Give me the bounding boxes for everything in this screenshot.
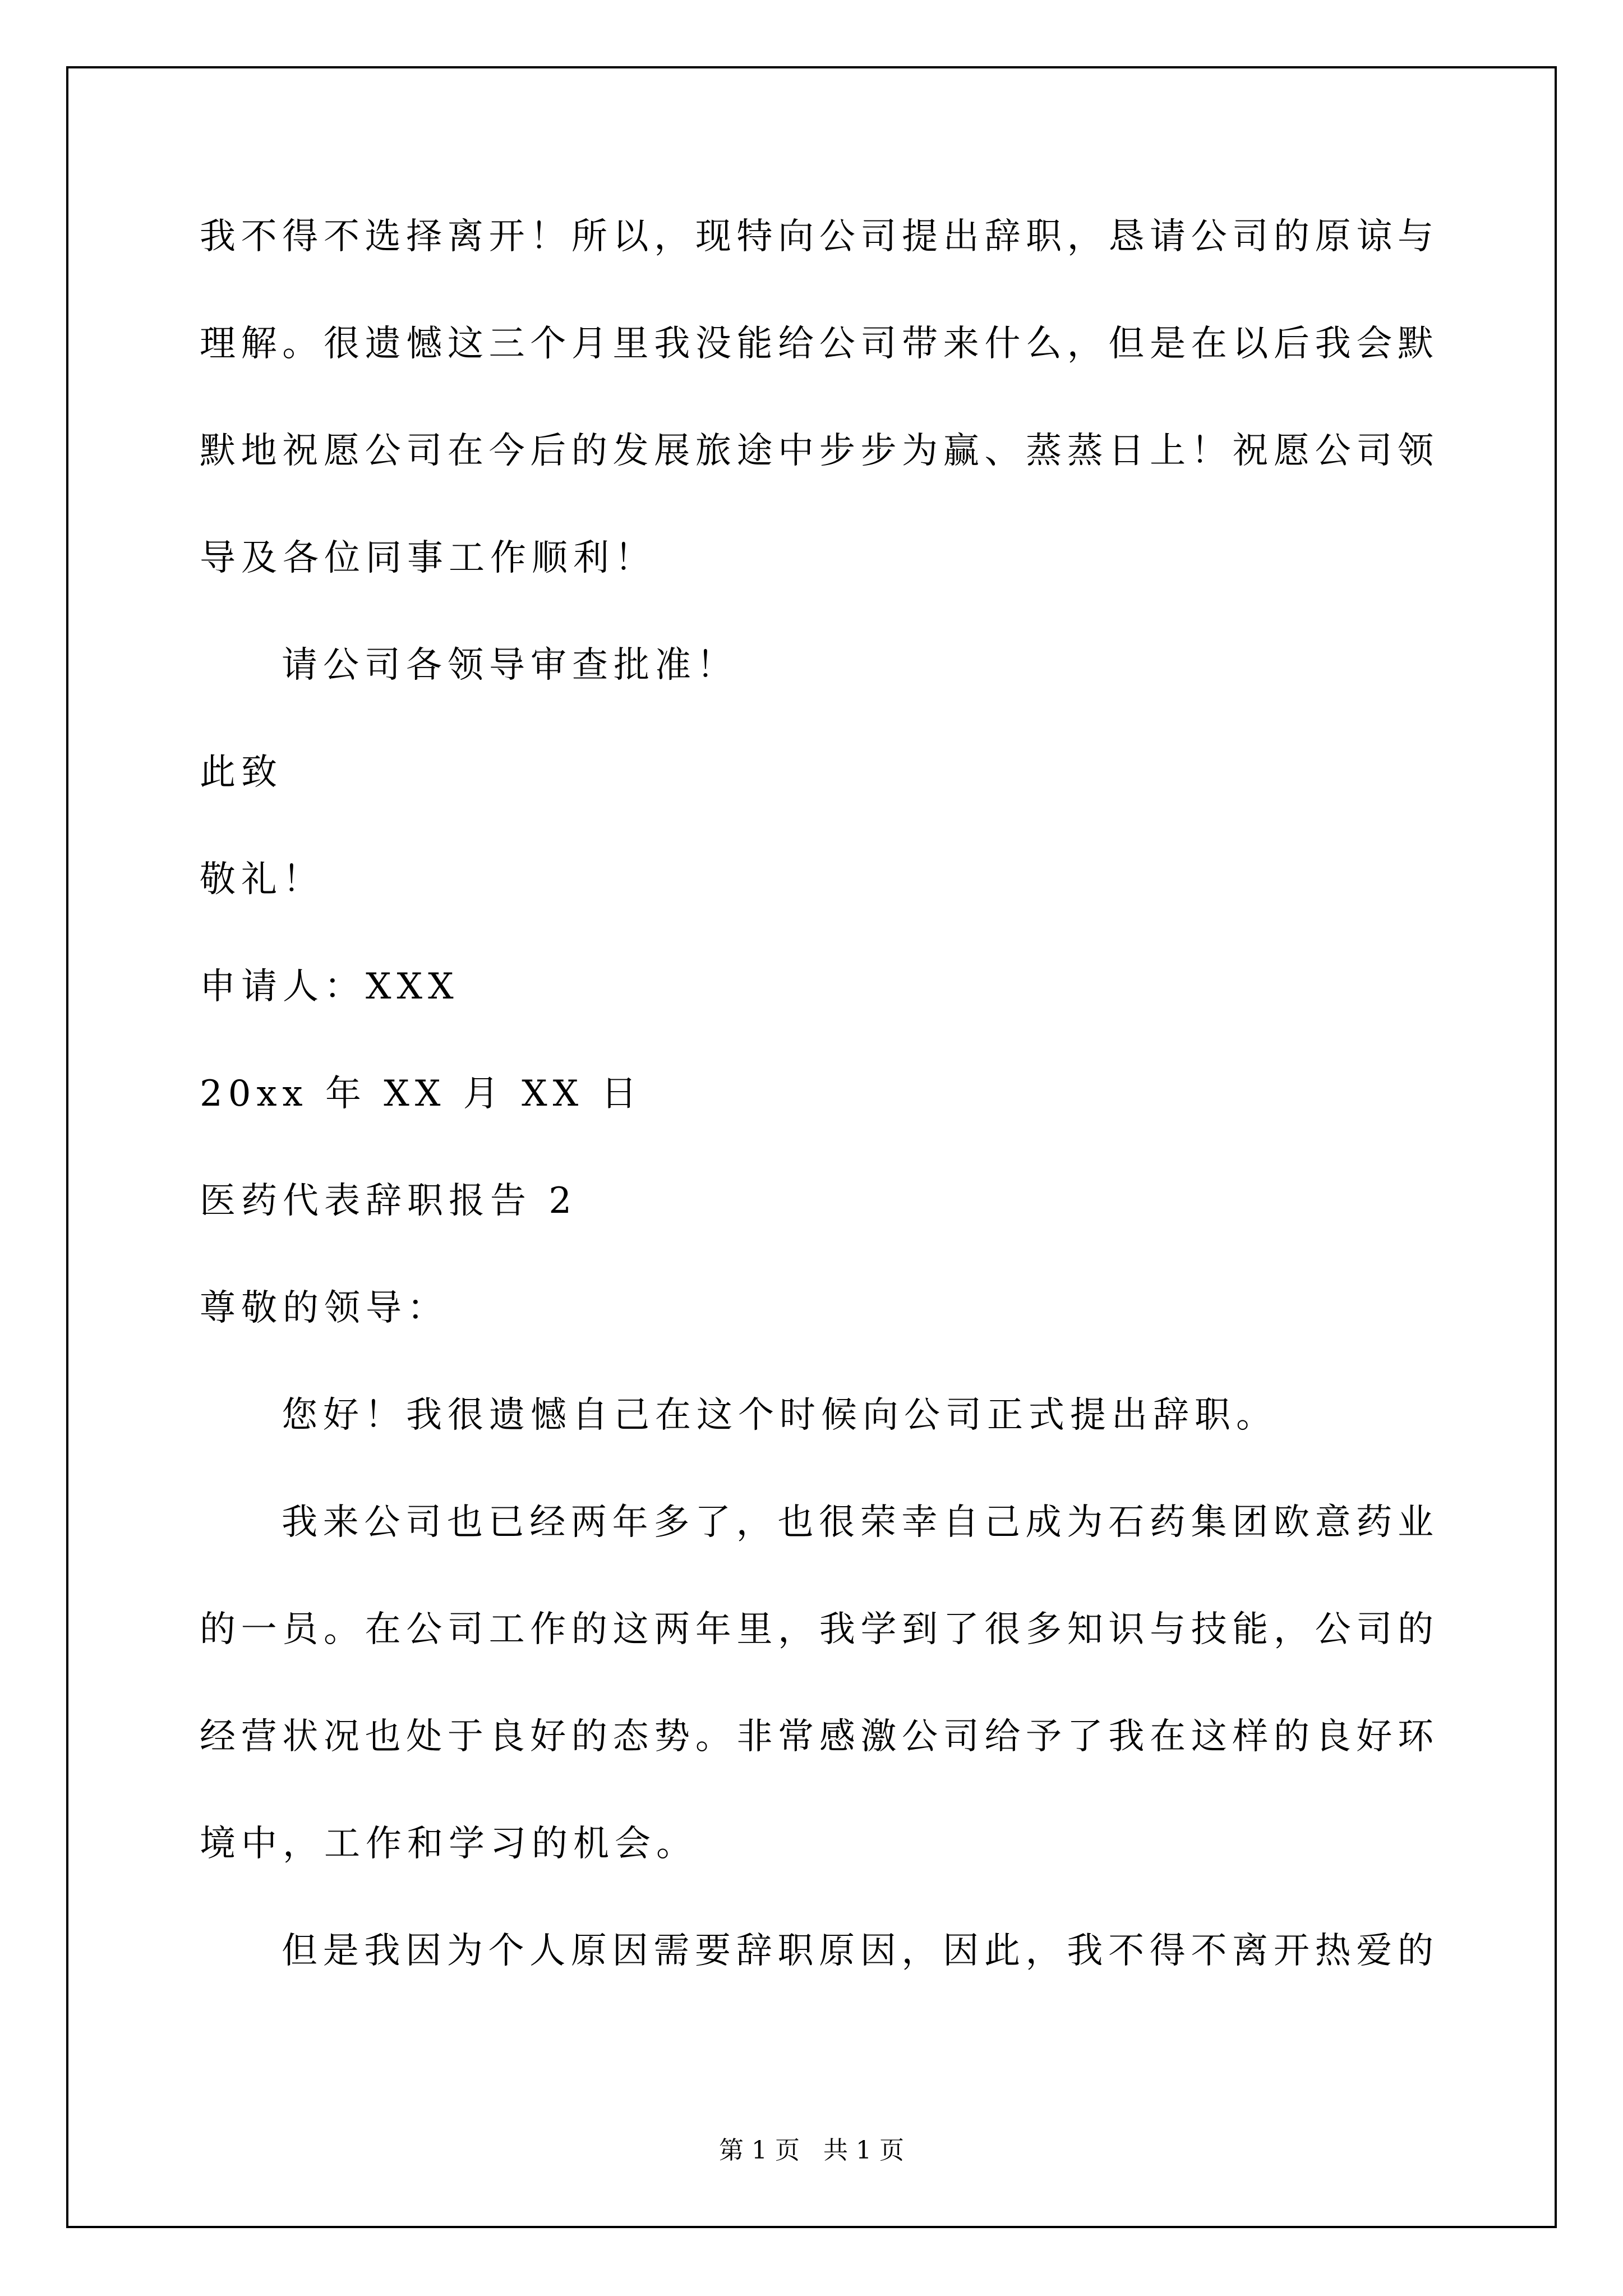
text-line: 尊敬的领导： — [200, 1287, 449, 1329]
text-line: 20xx 年 XX 月 XX 日 — [200, 1073, 643, 1115]
text-line: 的一员。在公司工作的这两年里，我学到了很多知识与技能，公司的 — [200, 1609, 1433, 1650]
text-line: 您好！我很遗憾自己在这个时候向公司正式提出辞职。 — [282, 1395, 1278, 1436]
text-line: 敬礼！ — [200, 859, 324, 900]
page-number-footer: 第 1 页 共 1 页 — [719, 2136, 904, 2165]
text-line: 此致 — [200, 752, 283, 793]
text-line: 请公司各领导审查批准！ — [282, 645, 738, 686]
text-line: 理解。很遗憾这三个月里我没能给公司带来什么，但是在以后我会默 — [200, 323, 1433, 365]
text-line: 导及各位同事工作顺利！ — [200, 537, 656, 579]
text-line: 默地祝愿公司在今后的发展旅途中步步为赢、蒸蒸日上！祝愿公司领 — [200, 430, 1433, 472]
document-body — [200, 216, 1433, 2040]
text-line: 境中，工作和学习的机会。 — [200, 1823, 698, 1865]
text-line: 医药代表辞职报告 2 — [200, 1180, 578, 1222]
text-line: 我不得不选择离开！所以，现特向公司提出辞职，恳请公司的原谅与 — [200, 216, 1433, 257]
text-line: 申请人：XXX — [200, 966, 459, 1007]
text-line: 经营状况也处于良好的态势。非常感激公司给予了我在这样的良好环 — [200, 1716, 1433, 1757]
text-line: 但是我因为个人原因需要辞职原因，因此，我不得不离开热爱的 — [282, 1930, 1433, 1972]
text-line: 我来公司也已经两年多了，也很荣幸自己成为石药集团欧意药业 — [282, 1502, 1433, 1543]
